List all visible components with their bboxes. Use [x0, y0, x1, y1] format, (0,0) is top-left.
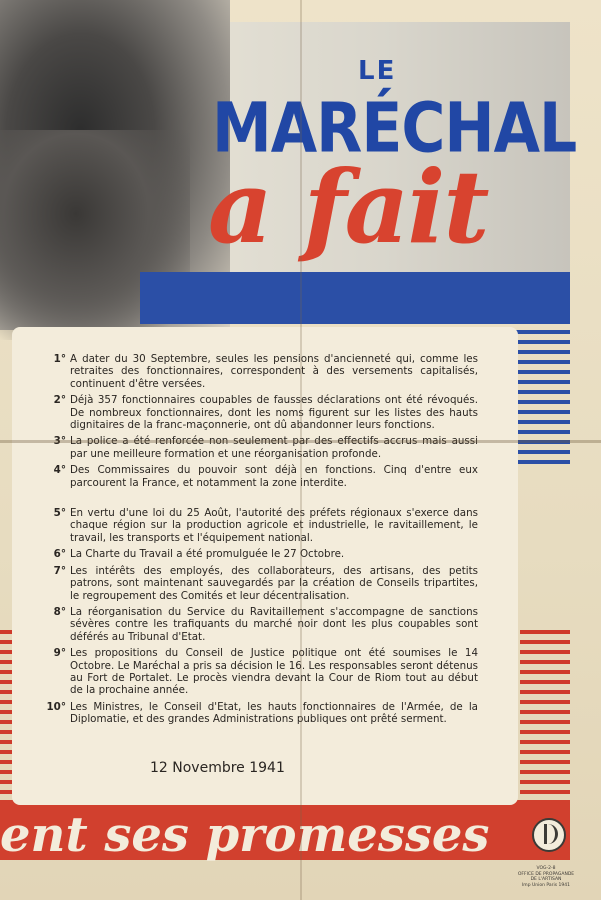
list-item — [38, 701, 478, 726]
item-text: Des Commissaires du pouvoir sont déjà en fonctions. Cinq d'entre eux parcourent la France, et notamment la zone interdite. — [70, 464, 478, 489]
list-item — [38, 565, 478, 602]
item-number: 6° — [53, 548, 66, 561]
item-text: La Charte du Travail a été promulguée le 27 Octobre. — [70, 548, 345, 561]
item-number: 5° — [53, 507, 66, 520]
item-number: 1° — [53, 353, 66, 365]
fold-line-vertical — [300, 0, 302, 900]
list-item — [38, 507, 478, 544]
printer-imprint — [516, 866, 576, 888]
tagline: ent ses promesses — [0, 807, 490, 863]
item-number: 10° — [46, 700, 66, 713]
list-item — [38, 548, 478, 560]
item-text: La police a été renforcée non seulement par des effectifs accrus mais aussi par une meilleure formation et une réorganisation profonde. — [70, 435, 478, 460]
item-number: 8° — [53, 605, 66, 618]
list-item — [38, 464, 478, 489]
blue-band — [140, 272, 570, 324]
fold-line-horizontal — [0, 440, 601, 443]
promises-list — [38, 353, 478, 730]
imprint-line: Imp Union Paris 1941 — [521, 882, 571, 888]
poster-date: 12 Novembre 1941 — [150, 760, 285, 776]
red-stripes-right — [520, 630, 570, 800]
item-number: 4° — [53, 464, 66, 477]
imprint-line: VOG-2-8 — [536, 866, 556, 871]
item-text: Les propositions du Conseil de Justice politique ont été soumises le 14 Octobre. Le Maréchal a pris sa décision le 16. Les responsables seront détenus au Fort de Portalet. Le procès viendra devant la Cour de Riom tout au début de la prochaine année. — [70, 647, 478, 697]
item-text: Les Ministres, le Conseil d'Etat, les hauts fonctionnaires de l'Armée, de la Diplomatie, et des grandes Administrations publiques ont prêté serment. — [70, 700, 478, 726]
list-item — [38, 606, 478, 643]
title-a-fait: a fait — [208, 148, 488, 266]
item-number: 2° — [53, 394, 66, 407]
item-text: Les intérêts des employés, des collaborateurs, des artisans, des petits patrons, sont maintenant sauvegardés par la création de Conseils tripartites, le regroupement des Comités et leur décentralisation. — [70, 564, 478, 602]
item-number: 7° — [53, 564, 66, 577]
title-marechal: MARÉCHAL — [212, 88, 577, 169]
title-le: LE — [358, 56, 397, 86]
list-item — [38, 394, 478, 431]
item-number: 3° — [53, 435, 66, 448]
item-text: A dater du 30 Septembre, seules les pensions d'ancienneté qui, comme les retraites des fonctionnaires, correspondent à des versements capitalisés, continuent d'être versées. — [70, 353, 478, 390]
blue-stripes — [515, 320, 570, 480]
item-text: En vertu d'une loi du 25 Août, l'autorité des préfets régionaux s'exerce dans chaque région sur la production agricole et industrielle, le ravitaillement, le travail, les transports et l'équipement national. — [70, 507, 478, 544]
item-number: 9° — [53, 647, 66, 660]
item-text: Déjà 357 fonctionnaires coupables de fausses déclarations ont été révoqués. De nombreux fonctionnaires, dont les noms figurent sur les listes des hauts dignitaires de la franc-maçonnerie, ont dû abandonner leurs fonctions. — [70, 394, 478, 432]
list-item — [38, 353, 478, 390]
item-text: La réorganisation du Service du Ravitaillement s'accompagne de sanctions sévères contre les trafiquants du marché noir dont les plus coupables sont déférés au Tribunal d'Etat. — [70, 605, 478, 643]
list-item — [38, 647, 478, 697]
imprint-line: OFFICE DE PROPAGANDE DE L'ARTISAN — [517, 871, 575, 882]
francisque-emblem-icon — [532, 818, 566, 852]
